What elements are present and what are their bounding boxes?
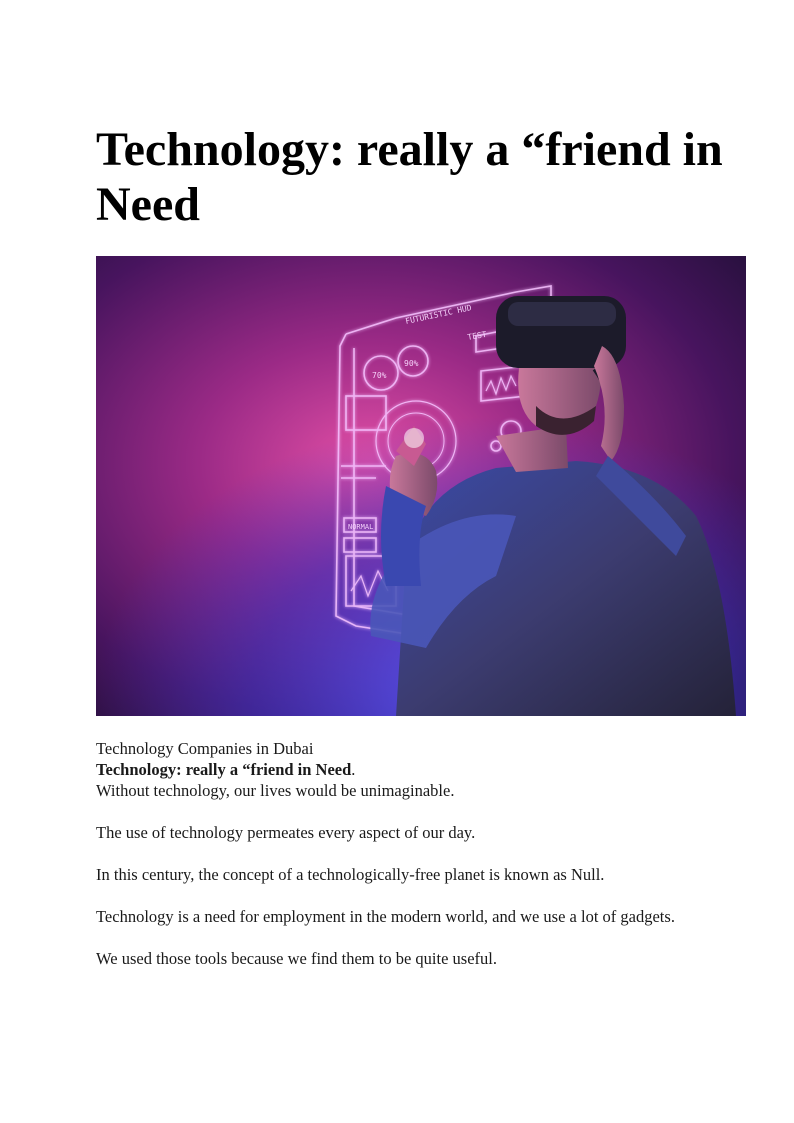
bold-line-suffix: . xyxy=(351,760,356,779)
paragraph-1: Without technology, our lives would be unimaginable. xyxy=(96,781,455,800)
paragraph-5: We used those tools because we find them to be quite useful. xyxy=(96,949,497,968)
hud-percent-b-text: 90% xyxy=(404,359,419,368)
hud-percent-a-text: 70% xyxy=(372,371,387,380)
hud-label-text: FUTURISTIC HUD xyxy=(404,303,473,326)
bold-line-paragraph xyxy=(96,759,736,780)
paragraph-3: In this century, the concept of a technologically-free planet is known as Null. xyxy=(96,865,605,884)
bold-line: Technology: really a “friend in Need xyxy=(96,760,352,779)
article-body xyxy=(96,738,736,969)
vr-hud-illustration xyxy=(96,256,746,716)
hud-normal-text: NORMAL xyxy=(348,523,374,531)
paragraph-4: Technology is a need for employment in the modern world, and we use a lot of gadgets. xyxy=(96,907,675,926)
paragraph-2: The use of technology permeates every aspect of our day. xyxy=(96,823,476,842)
subtitle-line: Technology Companies in Dubai xyxy=(96,739,314,758)
hero-image xyxy=(96,256,746,716)
hud-test-text: TEST xyxy=(466,329,488,342)
article-title: Technology: really a “friend in Need xyxy=(96,123,723,231)
